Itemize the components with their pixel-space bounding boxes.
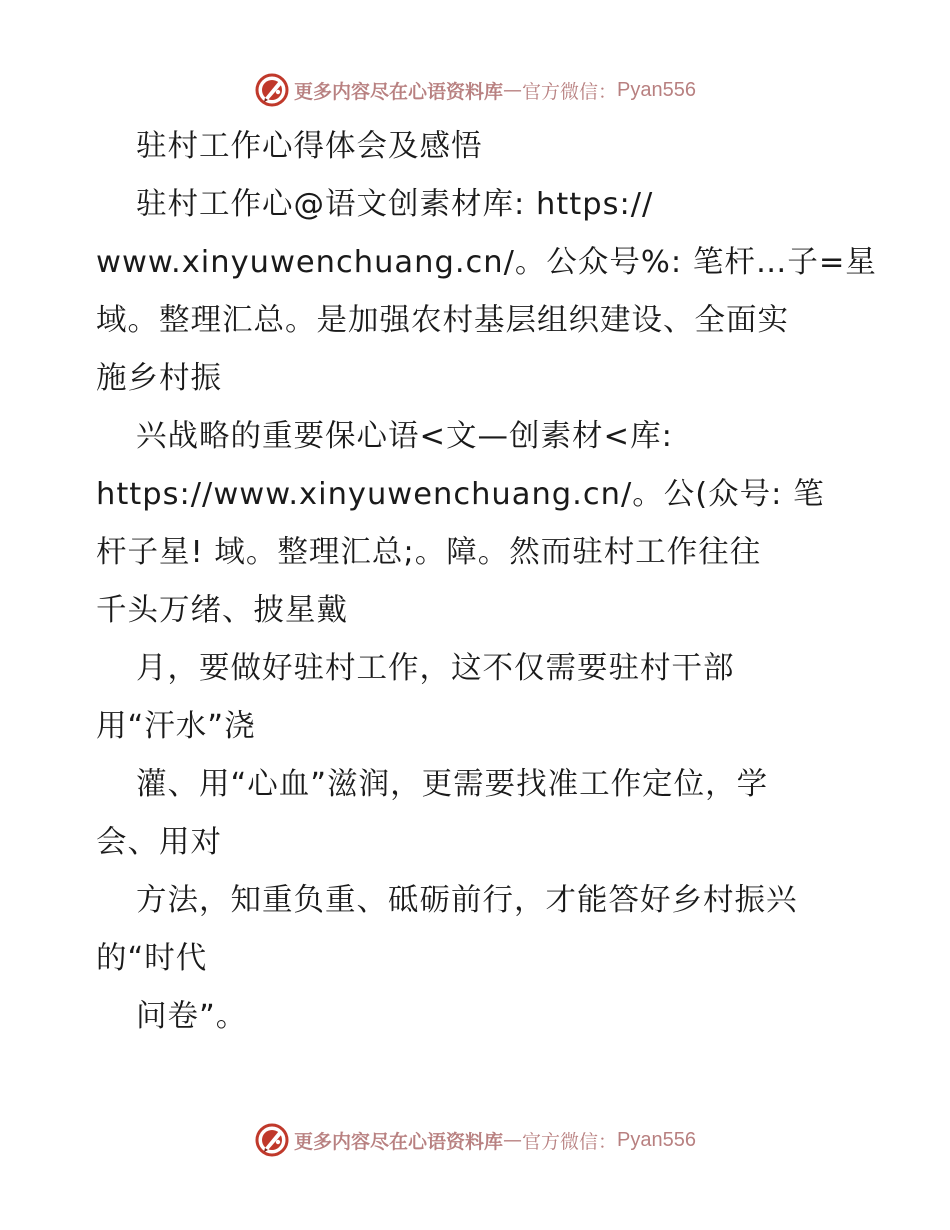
text-line: 月，要做好驻村工作，这不仅需要驻村干部: [136, 651, 735, 686]
text-line: 灌、用“心血”滋润，更需要找准工作定位，学: [136, 767, 769, 802]
pen-logo-icon: [254, 1122, 290, 1158]
banner-wechat-label: 官方微信：: [522, 80, 618, 103]
banner-title: 更多内容尽在心语资料库: [294, 80, 504, 103]
text-line: 驻村工作心@语文创素材库: https://: [136, 187, 654, 222]
pen-logo-icon: [254, 72, 290, 108]
text-line: 用“汗水”浇: [96, 709, 256, 744]
banner-separator: —: [503, 1129, 523, 1151]
text-line: 施乡村振: [96, 361, 222, 396]
text-line: 方法，知重负重、砥砺前行，才能答好乡村振兴: [136, 883, 798, 918]
banner-wechat-id: Pyan556: [617, 78, 696, 101]
header-banner: [0, 70, 950, 110]
banner-separator: —: [503, 79, 523, 101]
text-line: https://www.xinyuwenchuang.cn/。公(众号: 笔: [96, 477, 825, 512]
text-line: 问卷”。: [136, 999, 248, 1034]
text-line: 兴战略的重要保心语<文—创素材<库:: [136, 419, 673, 454]
text-line: 的“时代: [96, 941, 208, 976]
text-line: 杆子星! 域。整理汇总;。障。然而驻村工作往往: [96, 535, 762, 570]
document-body: [96, 118, 877, 1046]
text-line: www.xinyuwenchuang.cn/。公众号%: 笔杆…子=星: [96, 245, 877, 280]
footer-banner: [0, 1120, 950, 1160]
document-title: 驻村工作心得体会及感悟: [136, 129, 483, 164]
text-line: 会、用对: [96, 825, 222, 860]
text-line: 域。整理汇总。是加强农村基层组织建设、全面实: [96, 303, 789, 338]
text-line: 千头万绪、披星戴: [96, 593, 348, 628]
banner-title: 更多内容尽在心语资料库: [294, 1130, 504, 1153]
banner-wechat-label: 官方微信：: [522, 1130, 618, 1153]
banner-wechat-id: Pyan556: [617, 1128, 696, 1151]
